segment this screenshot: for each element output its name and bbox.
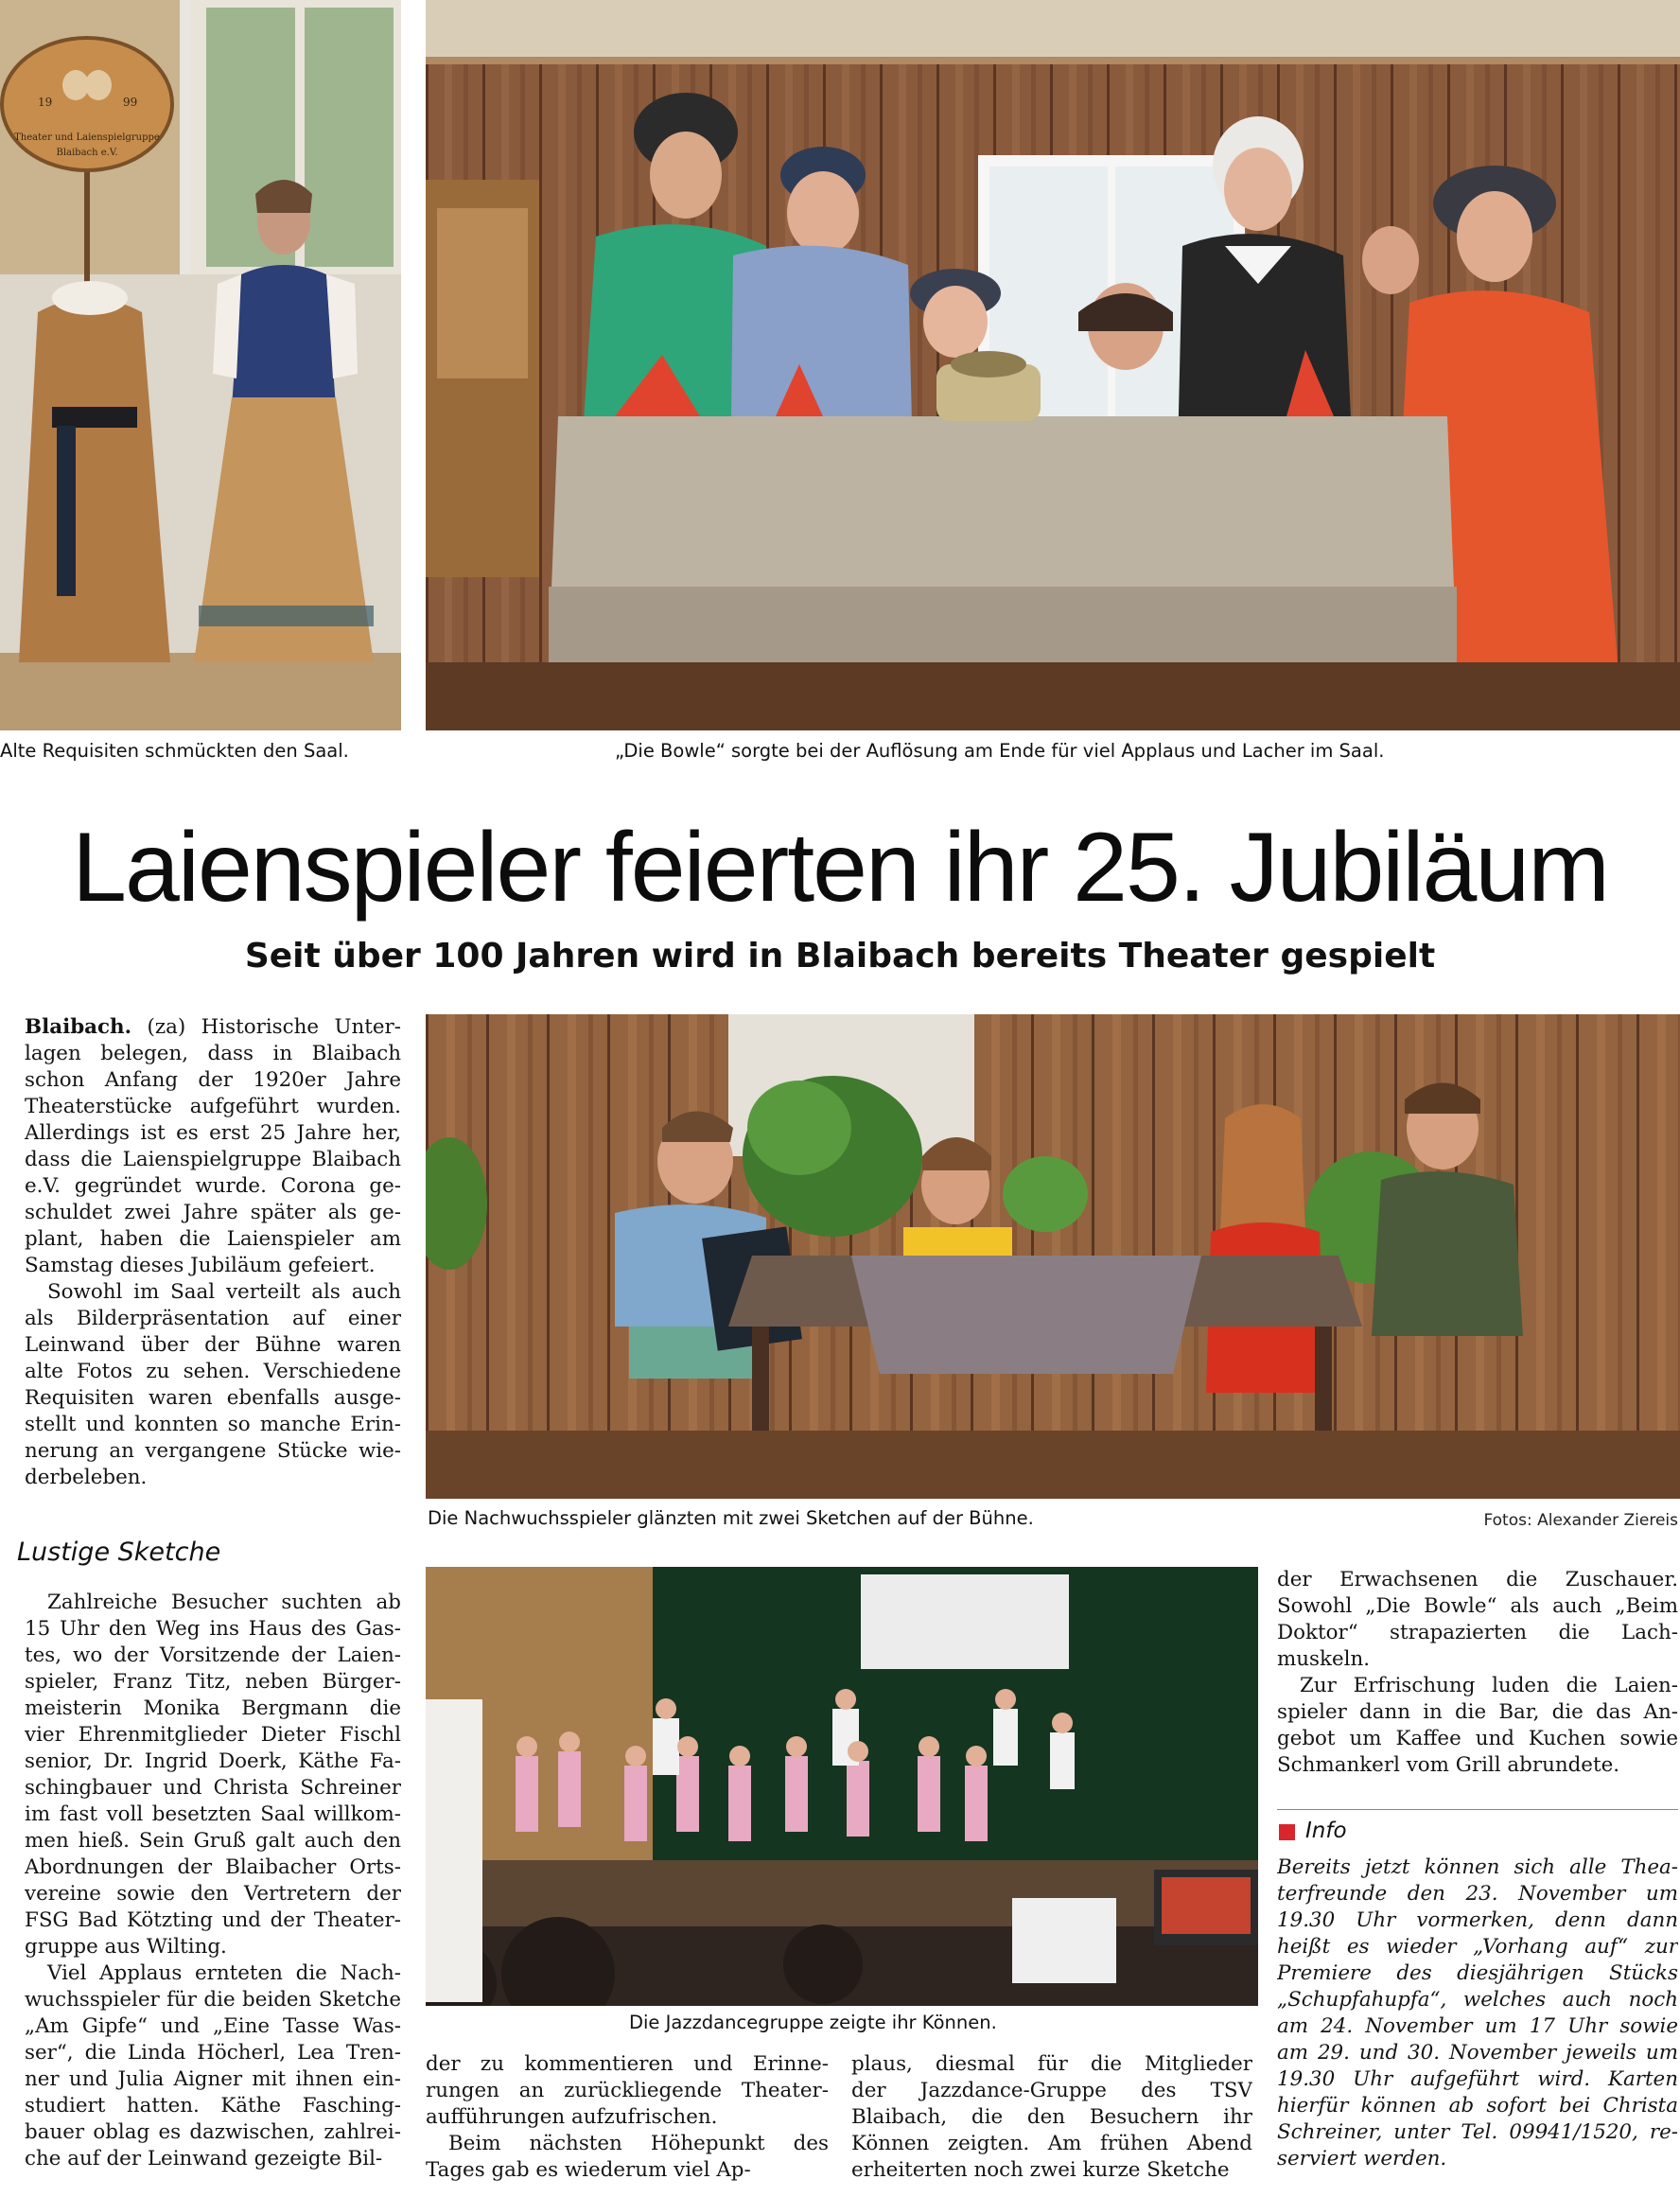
text-line: tes, wo der Vorsitzende der Laien- (25, 1643, 401, 1667)
text-line: Viel Applaus ernteten die Nach- (47, 1961, 401, 1985)
text-line: der Jazzdance-Gruppe des TSV (851, 2079, 1252, 2102)
headline: Laienspieler feierten ihr 25. Jubiläum (72, 813, 1608, 923)
text-line: Samstag dieses Jubiläum gefeiert. (25, 1254, 376, 1277)
text-line: serviert werden. (1277, 2147, 1447, 2171)
text-line: schon Anfang der 1920er Jahre (25, 1068, 401, 1092)
sign-text-line1: Theater und Laienspielgruppe (14, 132, 160, 143)
text-line: Bereits jetzt können sich alle Thea- (1277, 1855, 1678, 1879)
text-line: alte Fotos zu sehen. Verschiedene (25, 1360, 401, 1383)
text-line: Leinwand über der Bühne waren (25, 1333, 401, 1357)
info-title: Info (1305, 1819, 1347, 1843)
text-line: gruppe aus Wilting. (25, 1935, 227, 1959)
text-line: rungen an zurückliegende Theater- (426, 2079, 829, 2102)
text-line: als Bilderpräsentation auf einer (25, 1307, 401, 1330)
text-line: „Am Gipfe“ und „Eine Tasse Was- (25, 2014, 401, 2038)
text-line: derbeleben. (25, 1466, 148, 1489)
text-line: am 24. November um 17 Uhr sowie (1277, 2014, 1678, 2038)
text-line: spieler, Franz Titz, neben Bürger- (25, 1670, 401, 1694)
article-column-1 (25, 1014, 401, 1491)
text-line: plant, haben die Laienspieler am (25, 1227, 401, 1251)
text-line: dass die Laienspielgruppe Blaibach (25, 1148, 401, 1171)
text-line: aufführungen aufzufrischen. (426, 2105, 718, 2129)
text-line: ser“, die Linda Höcherl, Lea Tren- (25, 2041, 401, 2065)
text-line: senior, Dr. Ingrid Doerk, Käthe Fa- (25, 1749, 401, 1773)
text-line: Schreiner, unter Tel. 09941/1520, re- (1277, 2120, 1678, 2144)
caption-bowle: „Die Bowle“ sorgte bei der Auflösung am Ende für viel Applaus und Lacher im Saal. (615, 740, 1385, 762)
text-line: vereine sowie den Vertretern der (25, 1882, 401, 1906)
info-divider (1277, 1809, 1678, 1810)
caption-youth: Die Nachwuchsspieler glänzten mit zwei Sketchen auf der Bühne. (428, 1507, 1034, 1529)
text-line: Sowohl im Saal verteilt als auch (47, 1280, 401, 1304)
text-line: „Schupfahupfa“, welches auch noch (1277, 1988, 1678, 2012)
text-line: plaus, diesmal für die Mitglieder (851, 2052, 1252, 2076)
sign-text-line2: Blaibach e.V. (56, 148, 118, 158)
text-line (25, 1014, 401, 1041)
photo-costumes (0, 0, 401, 730)
photo-youth-sketch (426, 1014, 1680, 1499)
photo-credit: Fotos: Alexander Ziereis (1483, 1511, 1678, 1530)
dateline: Blaibach. (25, 1015, 132, 1039)
text-line: Allerdings ist es erst 25 Jahre her, (25, 1121, 401, 1145)
text-line: men hieß. Sein Gruß galt auch den (25, 1829, 401, 1853)
text-line: vier Ehrenmitglieder Dieter Fischl (25, 1723, 401, 1747)
text-line: 19.30 Uhr vormerken, denn dann (1277, 1908, 1678, 1932)
text-line: lagen belegen, dass in Blaibach (25, 1042, 401, 1065)
text-line: Sowohl „Die Bowle“ als auch „Beim (1277, 1594, 1678, 1618)
text-line: schuldet zwei Jahre später als ge- (25, 1201, 401, 1224)
text-line: meisterin Monika Bergmann die (25, 1696, 401, 1720)
text-line: Requisiten waren ebenfalls ausge- (25, 1386, 401, 1410)
sign-year-left: 19 (38, 96, 53, 109)
info-marker-icon (1279, 1824, 1295, 1840)
text-line: FSG Bad Kötzting und der Theater- (25, 1908, 401, 1932)
text-line: der zu kommentieren und Erinne- (426, 2052, 829, 2076)
text-line: nerung an vergangene Stücke wie- (25, 1439, 401, 1463)
text-line: wuchsspieler für die beiden Sketche (25, 1988, 401, 2012)
text-line: muskeln. (1277, 1647, 1371, 1671)
text-line: Beim nächsten Höhepunkt des (448, 2132, 829, 2155)
text-line: gebot um Kaffee und Kuchen sowie (1277, 1727, 1678, 1750)
text-line: erheiterten noch zwei kurze Sketche (851, 2158, 1230, 2182)
text-line: che auf der Leinwand gezeigte Bil- (25, 2147, 383, 2171)
text-line: hierfür können ab sofort bei Christa (1277, 2094, 1678, 2118)
text-line: Schmankerl vom Grill abrundete. (1277, 1753, 1620, 1777)
text-line-rest: (za) Historische Unter- (131, 1015, 401, 1039)
text-line: terfreunde den 23. November um (1277, 1882, 1678, 1906)
text-line: stellt und konnten so manche Erin- (25, 1413, 401, 1436)
text-line: spieler dann in die Bar, die das An- (1277, 1700, 1678, 1724)
caption-jazz: Die Jazzdancegruppe zeigte ihr Können. (629, 2012, 997, 2033)
sign-year-right: 99 (123, 96, 138, 109)
text-line: Premiere des diesjährigen Stücks (1277, 1961, 1678, 1985)
text-line: der Erwachsenen die Zuschauer. (1277, 1568, 1678, 1591)
caption-props: Alte Requisiten schmückten den Saal. (0, 740, 349, 762)
text-line: Blaibach, die den Besuchern ihr (851, 2105, 1252, 2129)
text-line: Zur Erfrischung luden die Laien- (1300, 1674, 1678, 1697)
text-line: 19.30 Uhr aufgeführt wird. Karten (1277, 2067, 1678, 2091)
text-line: Zahlreiche Besucher suchten ab (47, 1591, 401, 1614)
text-line: Können zeigten. Am frühen Abend (851, 2132, 1252, 2155)
text-line: e.V. gegründet wurde. Corona ge- (25, 1174, 401, 1198)
section-subhead-lustige-sketche: Lustige Sketche (17, 1538, 221, 1567)
text-line: im fast voll besetzten Saal willkom- (25, 1802, 401, 1826)
article-column-4 (1277, 1567, 1678, 1779)
photo-jazzdance (426, 1567, 1258, 2006)
text-line: 15 Uhr den Weg ins Haus des Gas- (25, 1617, 401, 1641)
text-line: am 29. und 30. November jeweils um (1277, 2041, 1678, 2065)
text-line: Abordnungen der Blaibacher Orts- (25, 1855, 401, 1879)
text-line: studiert hatten. Käthe Fasching- (25, 2094, 401, 2118)
subheadline: Seit über 100 Jahren wird in Blaibach bereits Theater gespielt (244, 937, 1436, 975)
article-column-1b (25, 1590, 401, 2172)
article-column-3 (851, 2051, 1252, 2184)
photo-bowle (426, 0, 1680, 730)
info-text (1277, 1854, 1678, 2172)
text-line: ner und Julia Aigner mit ihnen ein- (25, 2067, 401, 2091)
text-line: Theaterstücke aufgeführt wurden. (25, 1095, 401, 1118)
text-line: bauer oblag es dazwischen, zahlrei- (25, 2120, 401, 2144)
text-line: Tages gab es wiederum viel Ap- (426, 2158, 751, 2182)
article-column-2 (426, 2051, 829, 2184)
text-line: heißt es wieder „Vorhang auf“ zur (1277, 1935, 1678, 1959)
text-line: Doktor“ strapazierten die Lach- (1277, 1621, 1678, 1644)
text-line: schingbauer und Christa Schreiner (25, 1776, 401, 1800)
